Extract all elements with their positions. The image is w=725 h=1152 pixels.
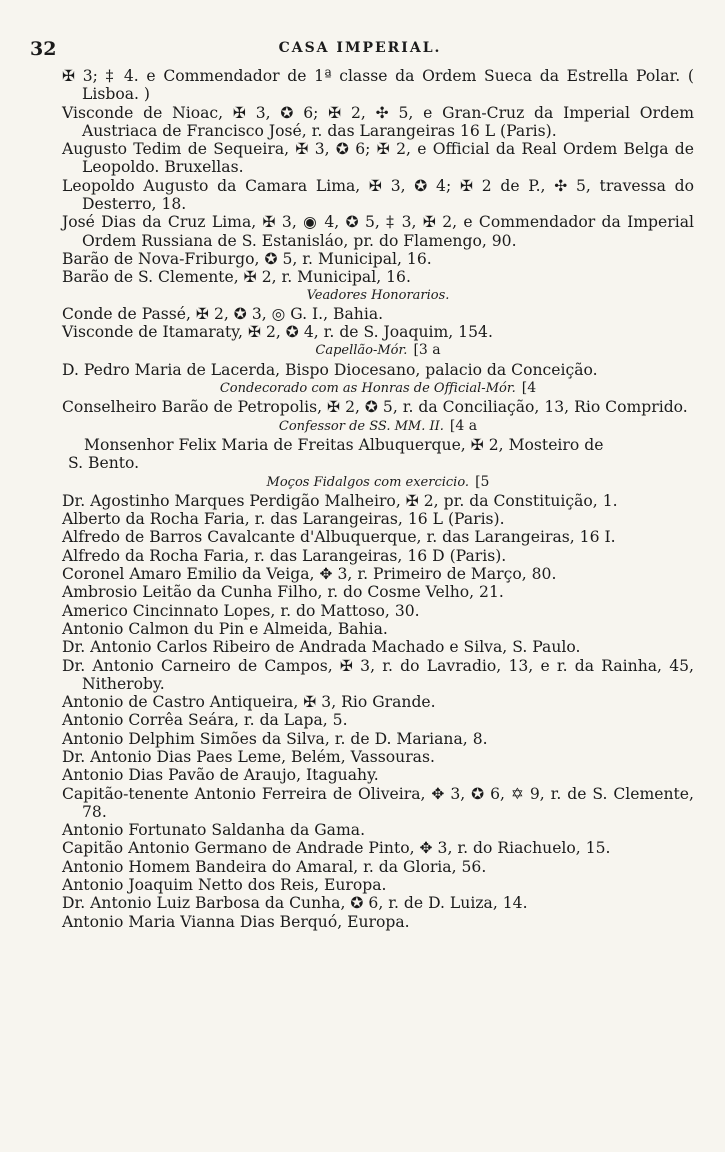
- directory-entry: Visconde de Nioac, ✠ 3, ✪ 6; ✠ 2, ✣ 5, e Gran-Cruz da Imperial Ordem Austriaca de Francisco José, r. das Larangeiras 16 L (Paris).: [62, 103, 694, 140]
- section-heading-text: Confessor de SS. MM. II.: [278, 418, 444, 434]
- directory-entry: Dr. Agostinho Marques Perdigão Malheiro, ✠ 2, pr. da Constituição, 1.: [62, 491, 618, 510]
- directory-entry: Antonio Homem Bandeira do Amaral, r. da Gloria, 56.: [62, 857, 487, 876]
- directory-entry: José Dias da Cruz Lima, ✠ 3, ◉ 4, ✪ 5, ‡ 3, ✠ 2, e Commendador da Imperial Ordem Russiana de S. Estanisláo, pr. do Flamengo, 90.: [62, 213, 694, 250]
- directory-entry: Visconde de Itamaraty, ✠ 2, ✪ 4, r. de S. Joaquim, 154.: [62, 323, 493, 342]
- directory-entry: D. Pedro Maria de Lacerda, Bispo Diocesano, palacio da Conceição.: [62, 360, 598, 379]
- directory-entry: Antonio Calmon du Pin e Almeida, Bahia.: [62, 619, 388, 638]
- directory-entry: Antonio Corrêa Seára, r. da Lapa, 5.: [62, 711, 348, 730]
- directory-entry: Ambrosio Leitão da Cunha Filho, r. do Cosme Velho, 21.: [62, 583, 504, 602]
- directory-entry: Dr. Antonio Dias Paes Leme, Belém, Vassouras.: [62, 747, 435, 766]
- directory-entry: Dr. Antonio Carneiro de Campos, ✠ 3, r. do Lavradio, 13, e r. da Rainha, 45, Nitheroby.: [62, 656, 694, 693]
- section-heading: [62, 379, 694, 398]
- section-reference: [5: [475, 473, 490, 490]
- section-reference: [4: [521, 380, 537, 397]
- section-reference: [4 a: [449, 417, 478, 434]
- section-heading-text: Condecorado com as Honras de Official-Mór.: [219, 381, 516, 397]
- directory-entry: [62, 436, 694, 473]
- directory-entry: Alfredo de Barros Cavalcante d'Albuquerque, r. das Larangeiras, 16 I.: [62, 528, 616, 547]
- section-heading: [62, 473, 694, 492]
- directory-entry: Capitão Antonio Germano de Andrade Pinto, ✥ 3, r. do Riachuelo, 15.: [62, 839, 611, 858]
- page-header: [30, 38, 690, 64]
- section-heading: [62, 341, 694, 360]
- directory-entry: Antonio Fortunato Saldanha da Gama.: [62, 821, 366, 840]
- entry-text-continuation: S. Bento.: [68, 454, 140, 473]
- section-heading: [62, 287, 694, 305]
- directory-entry: Barão de S. Clemente, ✠ 2, r. Municipal, 16.: [62, 268, 411, 287]
- directory-entry: Conselheiro Barão de Petropolis, ✠ 2, ✪ 5, r. da Conciliação, 13, Rio Comprido.: [62, 398, 688, 417]
- directory-entry: Alberto da Rocha Faria, r. das Larangeiras, 16 L (Paris).: [62, 510, 505, 529]
- section-reference: [3 a: [413, 342, 441, 359]
- directory-entry: Antonio Joaquim Netto dos Reis, Europa.: [62, 876, 387, 895]
- directory-entry: Conde de Passé, ✠ 2, ✪ 3, ◎ G. I., Bahia.: [62, 304, 384, 323]
- directory-entry: Coronel Amaro Emilio da Veiga, ✥ 3, r. Primeiro de Março, 80.: [62, 565, 557, 584]
- directory-entry: Dr. Antonio Carlos Ribeiro de Andrada Machado e Silva, S. Paulo.: [62, 638, 581, 657]
- section-heading-text: Veadores Honorarios.: [306, 287, 450, 303]
- directory-entry: Barão de Nova-Friburgo, ✪ 5, r. Municipal, 16.: [62, 249, 432, 268]
- directory-entry: Americo Cincinnato Lopes, r. do Mattoso, 30.: [62, 601, 420, 620]
- directory-entry: Antonio Delphim Simões da Silva, r. de D. Mariana, 8.: [62, 729, 488, 748]
- page-number: 32: [30, 38, 57, 60]
- section-heading-text: Capellão-Mór.: [315, 343, 408, 359]
- directory-entry: Leopoldo Augusto da Camara Lima, ✠ 3, ✪ 4; ✠ 2 de P., ✣ 5, travessa do Desterro, 18.: [62, 176, 694, 214]
- directory-entry: Alfredo da Rocha Faria, r. das Larangeiras, 16 D (Paris).: [62, 546, 507, 565]
- directory-entry: Capitão-tenente Antonio Ferreira de Oliveira, ✥ 3, ✪ 6, ✡ 9, r. de S. Clemente, 78.: [62, 784, 694, 821]
- directory-entry: ✠ 3; ‡ 4. e Commendador de 1ª classe da Ordem Sueca da Estrella Polar. ( Lisboa. ): [62, 67, 694, 104]
- directory-listing: [62, 67, 694, 931]
- directory-entry: Augusto Tedim de Sequeira, ✠ 3, ✪ 6; ✠ 2, e Official da Real Ordem Belga de Leopoldo. Bruxellas.: [62, 140, 694, 177]
- directory-entry: Antonio de Castro Antiqueira, ✠ 3, Rio Grande.: [62, 693, 436, 712]
- running-title: CASA IMPERIAL.: [278, 40, 442, 56]
- section-heading: [62, 417, 694, 436]
- directory-entry: Antonio Dias Pavão de Araujo, Itaguahy.: [62, 766, 379, 785]
- entry-text: Monsenhor Felix Maria de Freitas Albuquerque, ✠ 2, Mosteiro de: [84, 435, 604, 454]
- section-heading-text: Moços Fidalgos com exercicio.: [266, 474, 470, 490]
- directory-entry: Dr. Antonio Luiz Barbosa da Cunha, ✪ 6, r. de D. Luiza, 14.: [62, 894, 528, 913]
- directory-entry: Antonio Maria Vianna Dias Berquó, Europa.: [62, 912, 410, 931]
